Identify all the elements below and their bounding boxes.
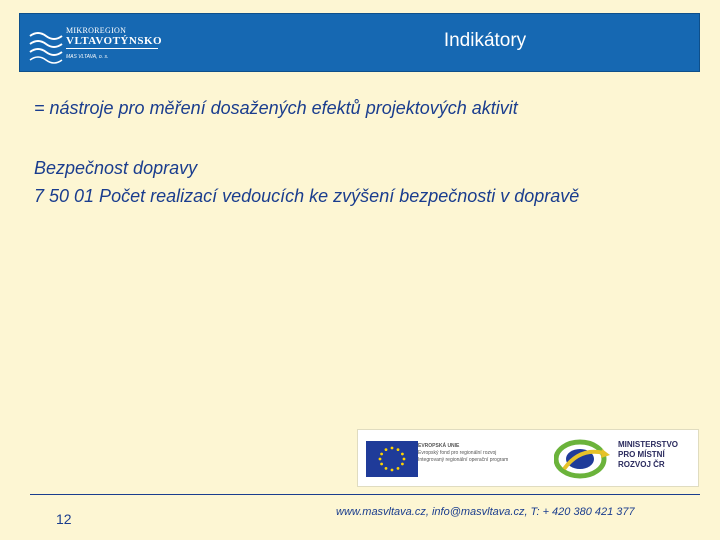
logo-line1: MIKROREGION — [66, 26, 127, 35]
logo-line2: VLTAVOTÝNSKO — [66, 35, 163, 47]
page-number: 12 — [56, 511, 72, 527]
indicator-text: 7 50 01 Počet realizací vedoucích ke zvýšení bezpečnosti v dopravě — [34, 186, 580, 206]
section-heading: Bezpečnost dopravy — [34, 158, 198, 178]
footer-divider — [30, 494, 700, 495]
funding-logos-panel — [357, 429, 699, 487]
ministry-text — [618, 440, 678, 470]
eu-fund-text — [418, 443, 528, 464]
slide-header — [19, 13, 700, 72]
eu-line2: Evropský fond pro regionální rozvoj — [418, 450, 497, 456]
definition-text: = nástroje pro měření dosažených efektů projektových aktivit — [34, 98, 518, 118]
eu-flag-icon — [366, 441, 418, 477]
ministry-logo-icon — [554, 439, 612, 479]
footer-contact: www.masvltava.cz, info@masvltava.cz, T: + 420 380 421 377 — [336, 506, 635, 518]
slide-title: Indikátory — [443, 30, 527, 51]
ministry-line1: MINISTERSTVO — [618, 440, 679, 449]
wave-logo-icon — [28, 26, 64, 66]
logo-line3: MAS VLTAVA, o. s. — [66, 54, 109, 60]
ministry-line3: ROZVOJ ČR — [618, 460, 665, 469]
mikroregion-logo — [28, 18, 178, 70]
ministry-line2: PRO MÍSTNÍ — [618, 450, 665, 459]
logo-divider — [66, 48, 158, 49]
eu-line1: EVROPSKÁ UNIE — [418, 443, 460, 449]
eu-line3: Integrovaný regionální operační program — [418, 457, 509, 463]
